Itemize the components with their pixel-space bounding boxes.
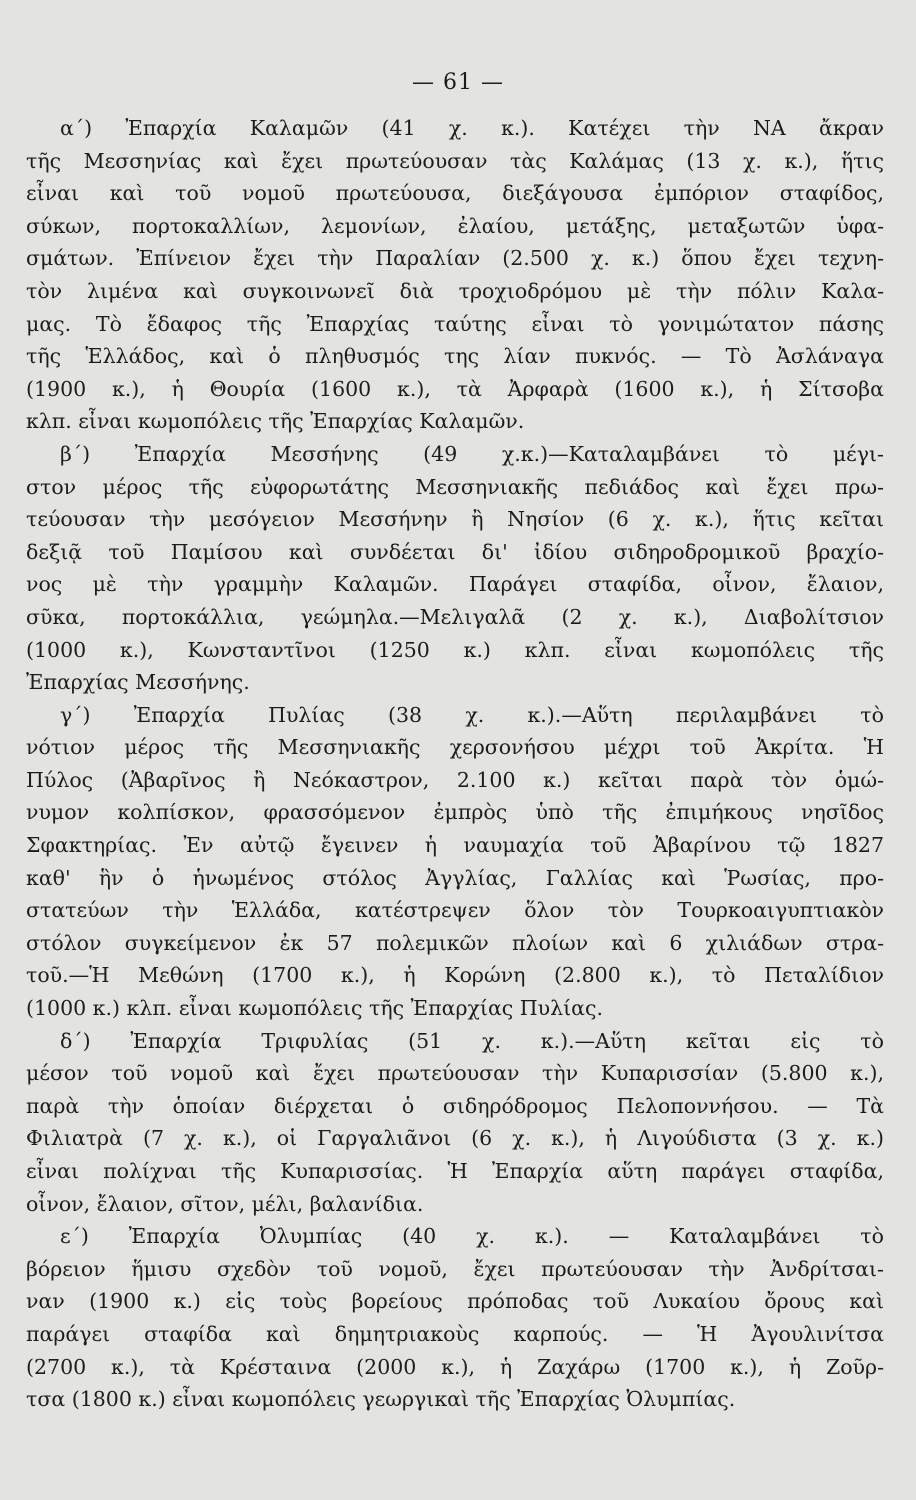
- text-line: νος μὲ τὴν γραμμὴν Καλαμῶν. Παράγει σταφίδα, οἶνον, ἔλαιον,: [26, 572, 884, 597]
- text-line: Ἐπαρχίας Μεσσήνης.: [26, 670, 250, 695]
- text-line: στατεύων τὴν Ἑλλάδα, κατέστρεψεν ὅλον τὸν Τουρκοαιγυπτιακὸν: [26, 898, 884, 923]
- text-line: (2700 κ.), τὰ Κρέσταινα (2000 κ.), ἡ Ζαχάρω (1700 κ.), ἡ Ζοῦρ-: [26, 1354, 884, 1379]
- page-number: — 61 —: [412, 70, 504, 95]
- text-line: τεύουσαν τὴν μεσόγειον Μεσσήνην ἢ Νησίον (6 χ. κ.), ἥτις κεῖται: [26, 507, 884, 532]
- text-line: (1000 κ.) κλπ. εἶναι κωμοπόλεις τῆς Ἐπαρχίας Πυλίας.: [26, 996, 604, 1021]
- text-line: τῆς Ἑλλάδος, καὶ ὁ πληθυσμός της λίαν πυκνός. — Τὸ Ἀσλάναγα: [26, 344, 884, 369]
- text-line: Πύλος (Ἀβαρῖνος ἢ Νεόκαστρον, 2.100 κ.) κεῖται παρὰ τὸν ὁμώ-: [26, 767, 884, 792]
- text-line: δεξιᾷ τοῦ Παμίσου καὶ συνδέεται δι' ἰδίου σιδηροδρομικοῦ βραχίο-: [26, 539, 884, 564]
- text-line: στόλον συγκείμενον ἐκ 57 πολεμικῶν πλοίων καὶ 6 χιλιάδων στρα-: [26, 930, 884, 955]
- text-line: στον μέρος τῆς εὐφορωτάτης Μεσσηνιακῆς πεδιάδος καὶ ἔχει πρω-: [26, 474, 884, 499]
- text-line: γ΄) Ἐπαρχία Πυλίας (38 χ. κ.).—Αὕτη περιλαμβάνει τὸ: [60, 702, 884, 727]
- text-line: σύκων, πορτοκαλλίων, λεμονίων, ἐλαίου, μετάξης, μεταξωτῶν ὑφα-: [26, 213, 884, 238]
- text-line: Σφακτηρίας. Ἐν αὐτῷ ἔγεινεν ἡ ναυμαχία τοῦ Ἀβαρίνου τῷ 1827: [26, 833, 884, 858]
- text-line: ναν (1900 κ.) εἰς τοὺς βορείους πρόποδας τοῦ Λυκαίου ὄρους καὶ: [26, 1289, 884, 1314]
- text-line: (1900 κ.), ἡ Θουρία (1600 κ.), τὰ Ἀρφαρὰ (1600 κ.), ἡ Σίτσοβα: [26, 376, 884, 401]
- text-line: β΄) Ἐπαρχία Μεσσήνης (49 χ.κ.)—Καταλαμβάνει τὸ μέγι-: [60, 441, 884, 466]
- text-line: ε΄) Ἐπαρχία Ὀλυμπίας (40 χ. κ.). — Καταλαμβάνει τὸ: [60, 1224, 884, 1249]
- text-line: μέσον τοῦ νομοῦ καὶ ἔχει πρωτεύουσαν τὴν Κυπαρισσίαν (5.800 κ.),: [26, 1061, 884, 1086]
- text-line: α΄) Ἐπαρχία Καλαμῶν (41 χ. κ.). Κατέχει τὴν ΝΑ ἄκραν: [60, 116, 884, 140]
- text-line: σμάτων. Ἐπίνειον ἔχει τὴν Παραλίαν (2.500 χ. κ.) ὅπου ἔχει τεχνη-: [26, 246, 884, 271]
- text-line: νότιον μέρος τῆς Μεσσηνιακῆς χερσονήσου μέχρι τοῦ Ἀκρίτα. Ἡ: [26, 735, 884, 760]
- text-line: (1000 κ.), Κωνσταντῖνοι (1250 κ.) κλπ. εἶναι κωμοπόλεις τῆς: [26, 637, 884, 662]
- text-line: παράγει σταφίδα καὶ δημητριακοὺς καρπούς. — Ἡ Ἀγουλινίτσα: [26, 1321, 884, 1346]
- text-line: τῆς Μεσσηνίας καὶ ἔχει πρωτεύουσαν τὰς Καλάμας (13 χ. κ.), ἥτις: [26, 148, 884, 173]
- body-text: [26, 112, 884, 1416]
- text-line: παρὰ τὴν ὁποίαν διέρχεται ὁ σιδηρόδρομος Πελοποννήσου. — Τὰ: [26, 1093, 884, 1118]
- text-line: καθ' ἣν ὁ ἡνωμένος στόλος Ἀγγλίας, Γαλλίας καὶ Ῥωσίας, προ-: [26, 865, 884, 890]
- text-line: εἶναι καὶ τοῦ νομοῦ πρωτεύουσα, διεξάγουσα ἐμπόριον σταφίδος,: [26, 181, 884, 206]
- text-line: τσα (1800 κ.) εἶναι κωμοπόλεις γεωργικαὶ τῆς Ἐπαρχίας Ὀλυμπίας.: [26, 1387, 736, 1412]
- text-line: δ΄) Ἐπαρχία Τριφυλίας (51 χ. κ.).—Αὕτη κεῖται εἰς τὸ: [60, 1028, 884, 1053]
- text-line: τὸν λιμένα καὶ συγκοινωνεῖ διὰ τροχιοδρόμου μὲ τὴν πόλιν Καλα-: [26, 278, 884, 303]
- text-line: τοῦ.—Ἡ Μεθώνη (1700 κ.), ἡ Κορώνη (2.800 κ.), τὸ Πεταλίδιον: [26, 963, 884, 988]
- text-line: μας. Τὸ ἔδαφος τῆς Ἐπαρχίας ταύτης εἶναι τὸ γονιμώτατον πάσης: [26, 311, 884, 336]
- text-line: σῦκα, πορτοκάλλια, γεώμηλα.—Μελιγαλᾶ (2 χ. κ.), Διαβολίτσιον: [26, 604, 884, 629]
- text-line: νυμον κολπίσκον, φρασσόμενον ἐμπρὸς ὑπὸ τῆς ἐπιμήκους νησῖδος: [26, 800, 884, 825]
- text-line: οἶνον, ἔλαιον, σῖτον, μέλι, βαλανίδια.: [26, 1191, 424, 1216]
- text-line: Φιλιατρὰ (7 χ. κ.), οἱ Γαργαλιᾶνοι (6 χ. κ.), ἡ Λιγούδιστα (3 χ. κ.): [26, 1126, 884, 1151]
- text-line: κλπ. εἶναι κωμοπόλεις τῆς Ἐπαρχίας Καλαμῶν.: [26, 409, 525, 434]
- text-line: βόρειον ἥμισυ σχεδὸν τοῦ νομοῦ, ἔχει πρωτεύουσαν τὴν Ἀνδρίτσαι-: [26, 1256, 884, 1281]
- text-line: εἶναι πολίχναι τῆς Κυπαρισσίας. Ἡ Ἐπαρχία αὕτη παράγει σταφίδα,: [26, 1159, 884, 1183]
